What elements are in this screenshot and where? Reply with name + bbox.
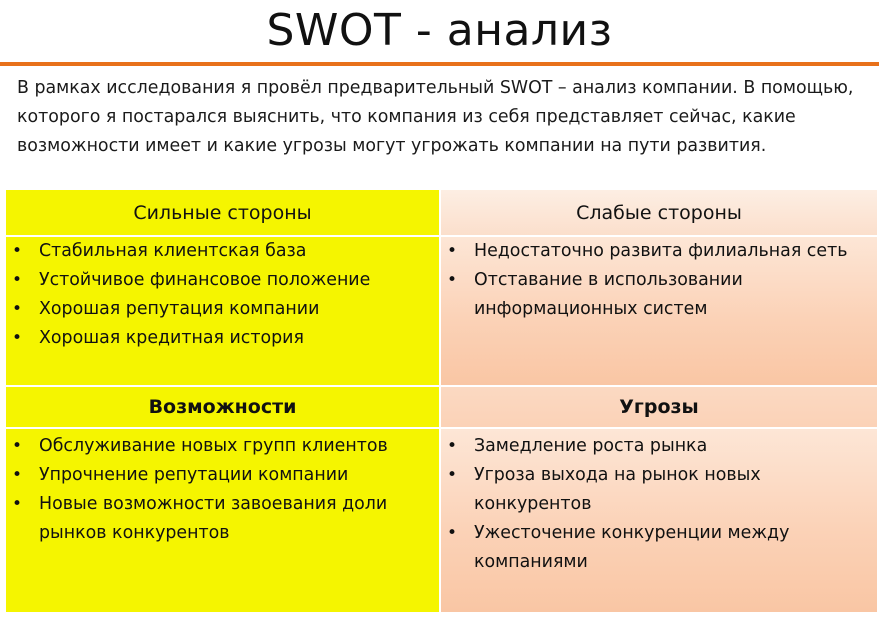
title-bar	[0, 0, 879, 62]
threats-heading-cell	[441, 387, 877, 427]
opportunities-heading-cell	[6, 387, 439, 427]
list-item	[6, 324, 426, 353]
list-item-text: Отставание в использовании информационных систем	[474, 270, 743, 319]
threats-list	[441, 432, 841, 577]
bullet-icon: •	[447, 436, 458, 456]
bullet-icon: •	[12, 436, 23, 456]
bullet-icon: •	[12, 494, 23, 514]
list-item-text: Угроза выхода на рынок новых конкурентов	[474, 465, 761, 514]
list-item	[6, 295, 426, 324]
bullet-icon: •	[12, 299, 23, 319]
threats-heading: Угрозы	[619, 396, 699, 418]
bullet-icon: •	[12, 270, 23, 290]
bullet-icon: •	[447, 270, 458, 290]
opportunities-body-cell	[6, 429, 439, 612]
list-item	[441, 266, 851, 324]
threats-body-cell	[441, 429, 877, 612]
list-item	[6, 266, 426, 295]
bullet-icon: •	[12, 328, 23, 348]
weaknesses-list	[441, 237, 851, 324]
intro-paragraph: В рамках исследования я провёл предварительный SWOT – анализ компании. В помощью, которого я постарался выяснить, что компания из себя представляет сейчас, какие возможности имеет и какие угрозы могут угрожать компании на пути развития.	[17, 78, 854, 156]
list-item	[441, 237, 851, 266]
bullet-icon: •	[447, 523, 458, 543]
list-item	[441, 432, 841, 461]
title-divider	[0, 62, 879, 66]
list-item	[6, 490, 406, 548]
list-item-text: Ужесточение конкуренции между компаниями	[474, 523, 790, 572]
list-item-text: Устойчивое финансовое положение	[39, 270, 371, 290]
weaknesses-heading: Слабые стороны	[576, 201, 742, 224]
bullet-icon: •	[12, 465, 23, 485]
strengths-heading-cell	[6, 190, 439, 235]
bullet-icon: •	[447, 241, 458, 261]
opportunities-heading: Возможности	[148, 396, 297, 418]
slide-title: SWOT - анализ	[266, 5, 613, 56]
swot-table	[6, 190, 877, 612]
weaknesses-heading-cell	[441, 190, 877, 235]
list-item-text: Упрочнение репутации компании	[39, 465, 349, 485]
list-item	[441, 461, 841, 519]
strengths-list	[6, 237, 426, 353]
list-item-text: Стабильная клиентская база	[39, 241, 307, 261]
bullet-icon: •	[447, 465, 458, 485]
strengths-body-cell	[6, 237, 439, 385]
weaknesses-body-cell	[441, 237, 877, 385]
list-item-text: Хорошая кредитная история	[39, 328, 304, 348]
list-item-text: Недостаточно развита филиальная сеть	[474, 241, 848, 261]
list-item-text: Замедление роста рынка	[474, 436, 708, 456]
bullet-icon: •	[12, 241, 23, 261]
list-item	[6, 237, 426, 266]
list-item-text: Хорошая репутация компании	[39, 299, 320, 319]
list-item-text: Обслуживание новых групп клиентов	[39, 436, 388, 456]
strengths-heading: Сильные стороны	[133, 201, 312, 224]
list-item	[441, 519, 841, 577]
list-item	[6, 461, 406, 490]
list-item-text: Новые возможности завоевания доли рынков конкурентов	[39, 494, 388, 543]
list-item	[6, 432, 406, 461]
opportunities-list	[6, 432, 406, 548]
